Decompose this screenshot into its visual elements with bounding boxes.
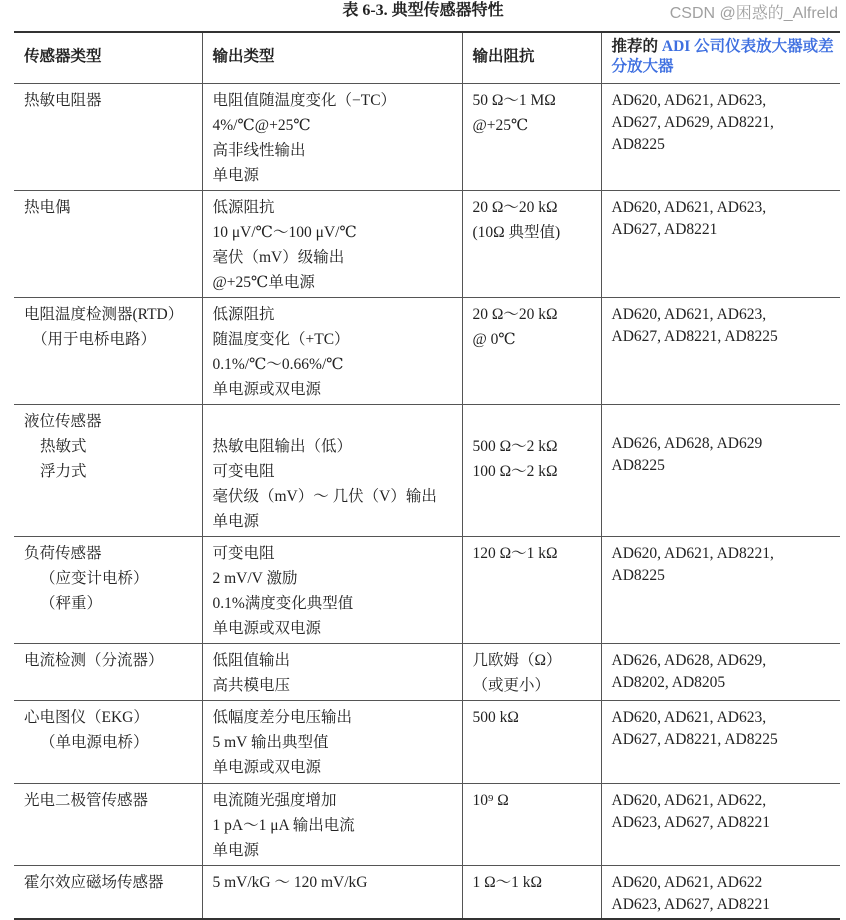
cell-line: @+25℃单电源 <box>212 274 315 291</box>
cell-line: AD627, AD8221 <box>611 221 718 238</box>
sensor-type-cell <box>14 405 202 537</box>
impedance-cell <box>462 84 601 191</box>
cell-line: 可变电阻 <box>212 545 275 562</box>
amplifiers-cell <box>601 537 840 644</box>
table-title: 表 6-3. 典型传感器特性 <box>342 2 504 19</box>
cell-line: AD8225 <box>611 136 665 153</box>
cell-line: 1 pA～1 μA 输出电流 <box>212 817 355 834</box>
output-type-cell <box>202 405 462 537</box>
cell-line: AD626, AD628, AD629, <box>611 652 767 669</box>
cell-line: AD620, AD621, AD623, <box>611 199 767 216</box>
cell-line: 光电二极管传感器 <box>24 792 149 809</box>
cell-line <box>473 409 597 434</box>
sensor-type-cell <box>14 701 202 784</box>
cell-line: 50 Ω～1 MΩ <box>472 92 556 109</box>
cell-line: AD620, AD621, AD623, <box>611 92 767 109</box>
cell-line: 热敏电阻器 <box>24 92 102 109</box>
cell-line: （应变计电桥） <box>40 570 149 587</box>
cell-line: 10 μV/℃～100 μV/℃ <box>212 224 357 241</box>
cell-line: @ 0℃ <box>472 331 516 348</box>
cell-line: AD620, AD621, AD622 <box>611 874 763 891</box>
cell-line: AD620, AD621, AD623, <box>611 306 767 323</box>
cell-line: 毫伏（mV）级输出 <box>212 249 345 266</box>
cell-line: 单电源或双电源 <box>212 620 322 637</box>
cell-line: AD620, AD621, AD8221, <box>611 545 774 562</box>
output-type-cell <box>202 701 462 784</box>
sensor-type-cell <box>14 84 202 191</box>
cell-line: 随温度变化（+TC） <box>212 331 350 348</box>
cell-line: 可变电阻 <box>212 463 275 480</box>
cell-line: @+25℃ <box>472 117 529 134</box>
table-row <box>14 644 840 701</box>
cell-line: 热敏式 <box>40 438 87 455</box>
cell-line: 电流随光强度增加 <box>212 792 337 809</box>
watermark: CSDN @困惑的_Alfreld <box>669 5 838 22</box>
cell-line: 电阻温度检测器(RTD） <box>24 306 184 323</box>
sensor-table <box>14 31 840 920</box>
table-header-row <box>14 32 840 84</box>
sensor-type-cell <box>14 866 202 920</box>
cell-line: （单电源电桥） <box>40 734 149 751</box>
cell-line: 2 mV/V 激励 <box>212 570 298 587</box>
cell-line: AD8225 <box>611 567 665 584</box>
impedance-cell <box>462 784 601 866</box>
header-recommended-amps <box>601 32 840 84</box>
table-row <box>14 701 840 784</box>
cell-line: （秤重） <box>40 595 103 612</box>
cell-line: 0.1%满度变化典型值 <box>212 595 354 612</box>
impedance-cell <box>462 701 601 784</box>
cell-line: 500 kΩ <box>472 709 519 726</box>
impedance-cell <box>462 405 601 537</box>
cell-line: 霍尔效应磁场传感器 <box>24 874 164 891</box>
cell-line: AD623, AD627, AD8221 <box>611 896 770 913</box>
sensor-type-cell <box>14 298 202 405</box>
cell-line: 120 Ω～1 kΩ <box>472 545 558 562</box>
cell-line <box>612 411 837 433</box>
cell-line: 100 Ω～2 kΩ <box>472 463 558 480</box>
cell-line: 电流检测（分流器） <box>24 652 164 669</box>
impedance-cell <box>462 191 601 298</box>
cell-line: 0.1%/℃～0.66%/℃ <box>212 356 344 373</box>
sensor-type-cell <box>14 191 202 298</box>
amplifiers-cell <box>601 644 840 701</box>
table-row <box>14 784 840 866</box>
cell-line: AD620, AD621, AD622, <box>611 792 767 809</box>
cell-line: 低幅度差分电压输出 <box>212 709 353 726</box>
table-row <box>14 191 840 298</box>
output-type-cell <box>202 191 462 298</box>
cell-line: 单电源 <box>212 167 260 184</box>
cell-line: 热敏电阻输出（低） <box>212 438 353 455</box>
output-type-cell <box>202 784 462 866</box>
amplifiers-cell <box>601 298 840 405</box>
cell-line: AD620, AD621, AD623, <box>611 709 767 726</box>
cell-line: 高共模电压 <box>212 677 291 694</box>
cell-line: 5 mV 输出典型值 <box>212 734 329 751</box>
impedance-cell <box>462 866 601 920</box>
cell-line: 20 Ω～20 kΩ <box>472 199 558 216</box>
impedance-cell <box>462 537 601 644</box>
output-type-cell <box>202 866 462 920</box>
output-type-cell <box>202 537 462 644</box>
header-output-impedance: 输出阻抗 <box>462 32 601 84</box>
cell-line: 液位传感器 <box>24 413 102 430</box>
sensor-type-cell <box>14 644 202 701</box>
cell-line: 心电图仪（EKG） <box>24 709 149 726</box>
table-row <box>14 405 840 537</box>
amplifiers-cell <box>601 191 840 298</box>
cell-line: 浮力式 <box>40 463 87 480</box>
header-sensor-type: 传感器类型 <box>14 32 202 84</box>
impedance-cell <box>462 644 601 701</box>
cell-line: （或更小） <box>472 677 551 694</box>
cell-line: （用于电桥电路） <box>32 331 157 348</box>
cell-line: 10⁹ Ω <box>472 792 509 809</box>
cell-line: 低源阻抗 <box>212 306 275 323</box>
cell-line: 高非线性输出 <box>212 142 306 159</box>
output-type-cell <box>202 644 462 701</box>
cell-line: 低阻值输出 <box>212 652 291 669</box>
header-amps-prefix: 推荐的 <box>611 38 662 55</box>
table-row <box>14 866 840 920</box>
table-row <box>14 537 840 644</box>
cell-line: AD623, AD627, AD8221 <box>611 814 770 831</box>
cell-line: AD8225 <box>611 457 665 474</box>
sensor-type-cell <box>14 784 202 866</box>
cell-line: 几欧姆（Ω） <box>472 652 562 669</box>
amplifiers-cell <box>601 784 840 866</box>
cell-line: AD627, AD8221, AD8225 <box>611 731 778 748</box>
cell-line: AD627, AD8221, AD8225 <box>611 328 778 345</box>
cell-line: 低源阻抗 <box>212 199 275 216</box>
cell-line: 热电偶 <box>24 199 71 216</box>
cell-line: 单电源或双电源 <box>212 381 322 398</box>
cell-line: 4%/℃@+25℃ <box>212 117 311 134</box>
cell-line: 负荷传感器 <box>24 545 102 562</box>
cell-line: AD627, AD629, AD8221, <box>611 114 774 131</box>
table-row <box>14 84 840 191</box>
cell-line: 单电源 <box>212 842 260 859</box>
cell-line: 毫伏级（mV）～ 几伏（V）输出 <box>212 488 437 505</box>
header-amps-link[interactable]: ADI 公司仪表放大器或差分放大器 <box>611 38 834 75</box>
output-type-cell <box>202 298 462 405</box>
cell-line: 电阻值随温度变化（−TC） <box>212 92 397 109</box>
cell-line: 1 Ω～1 kΩ <box>472 874 543 891</box>
amplifiers-cell <box>601 84 840 191</box>
cell-line: 单电源 <box>212 513 260 530</box>
cell-line: (10Ω 典型值) <box>472 224 561 241</box>
cell-line: 500 Ω～2 kΩ <box>472 438 558 455</box>
impedance-cell <box>462 298 601 405</box>
amplifiers-cell <box>601 405 840 537</box>
cell-line: 20 Ω～20 kΩ <box>472 306 558 323</box>
cell-line: AD626, AD628, AD629 <box>611 435 763 452</box>
cell-line: AD8202, AD8205 <box>611 674 726 691</box>
header-output-type: 输出类型 <box>202 32 462 84</box>
sensor-type-cell <box>14 537 202 644</box>
cell-line <box>213 409 458 434</box>
amplifiers-cell <box>601 701 840 784</box>
cell-line: 单电源或双电源 <box>212 759 322 776</box>
output-type-cell <box>202 84 462 191</box>
table-row <box>14 298 840 405</box>
cell-line: 5 mV/kG ～ 120 mV/kG <box>212 874 368 891</box>
amplifiers-cell <box>601 866 840 920</box>
